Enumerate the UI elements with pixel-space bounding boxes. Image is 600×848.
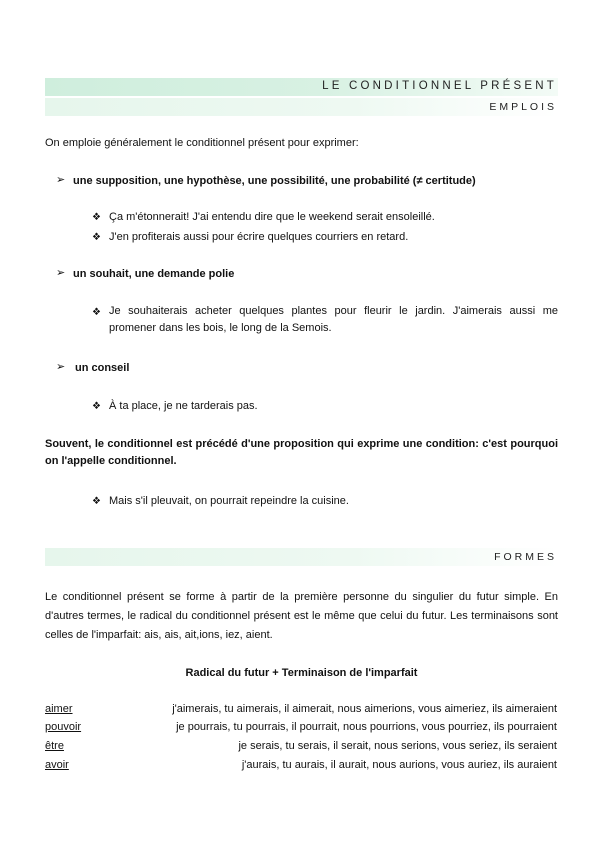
example-text: À ta place, je ne tarderais pas. [109, 400, 258, 412]
bullet-icon: ❖ [92, 212, 101, 223]
arrow-icon: ➢ [56, 361, 66, 373]
page-title: LE CONDITIONNEL PRÉSENT [322, 80, 557, 92]
conjugation-pouvoir: je pourrais, tu pourrais, il pourrait, nous pourrions, vous pourriez, ils pourraient [176, 721, 557, 733]
use-label: un souhait, une demande polie [73, 268, 235, 280]
formes-band [45, 548, 558, 566]
arrow-icon: ➢ [56, 174, 66, 186]
section-title-formes: FORMES [494, 551, 557, 563]
formes-text: Le conditionnel présent se forme à partir de la première personne du singulier du futur simple. En d'autres termes, le radical du conditionnel présent est le même que celui du futur. Les terminaisons sont celles de l'imparfait: ais, ais, ait,ions, iez, aient. [45, 591, 558, 641]
condition-example: Mais s'il pleuvait, on pourrait repeindre la cuisine. [109, 495, 349, 507]
verb-etre: être [45, 740, 64, 752]
bullet-icon: ❖ [92, 496, 101, 507]
conjugation-aimer: j'aimerais, tu aimerais, il aimerait, nous aimerions, vous aimeriez, ils aimeraient [172, 703, 557, 715]
section-title-emplois: EMPLOIS [489, 101, 557, 113]
conjugation-avoir: j'aurais, tu aurais, il aurait, nous aurions, vous auriez, ils auraient [241, 759, 557, 771]
intro-text: On emploie généralement le conditionnel présent pour exprimer: [45, 137, 359, 149]
formation-rule: Radical du futur + Terminaison de l'imparfait [185, 667, 418, 679]
subtitle-band [45, 98, 558, 116]
verb-aimer: aimer [45, 703, 73, 715]
verb-pouvoir: pouvoir [45, 721, 82, 733]
arrow-icon: ➢ [56, 267, 66, 279]
use-label: une supposition, une hypothèse, une possibilité, une probabilité (≠ certitude) [73, 175, 476, 187]
example-text: J'en profiterais aussi pour écrire quelques courriers en retard. [109, 231, 409, 243]
bullet-icon: ❖ [92, 232, 101, 243]
bullet-icon: ❖ [92, 307, 101, 318]
example-text: Ça m'étonnerait! J'ai entendu dire que le weekend serait ensoleillé. [109, 211, 435, 223]
verb-avoir: avoir [45, 759, 69, 771]
bullet-icon: ❖ [92, 401, 101, 412]
condition-note: Souvent, le conditionnel est précédé d'une proposition qui exprime une condition: c'est pourquoi on l'appelle conditionnel. [45, 438, 558, 467]
conjugation-etre: je serais, tu serais, il serait, nous serions, vous seriez, ils seraient [238, 740, 557, 752]
example-text: Je souhaiterais acheter quelques plantes pour fleurir le jardin. J'aimerais aussi me promener dans les bois, le long de la Semois. [109, 305, 558, 334]
use-label: un conseil [75, 362, 130, 374]
